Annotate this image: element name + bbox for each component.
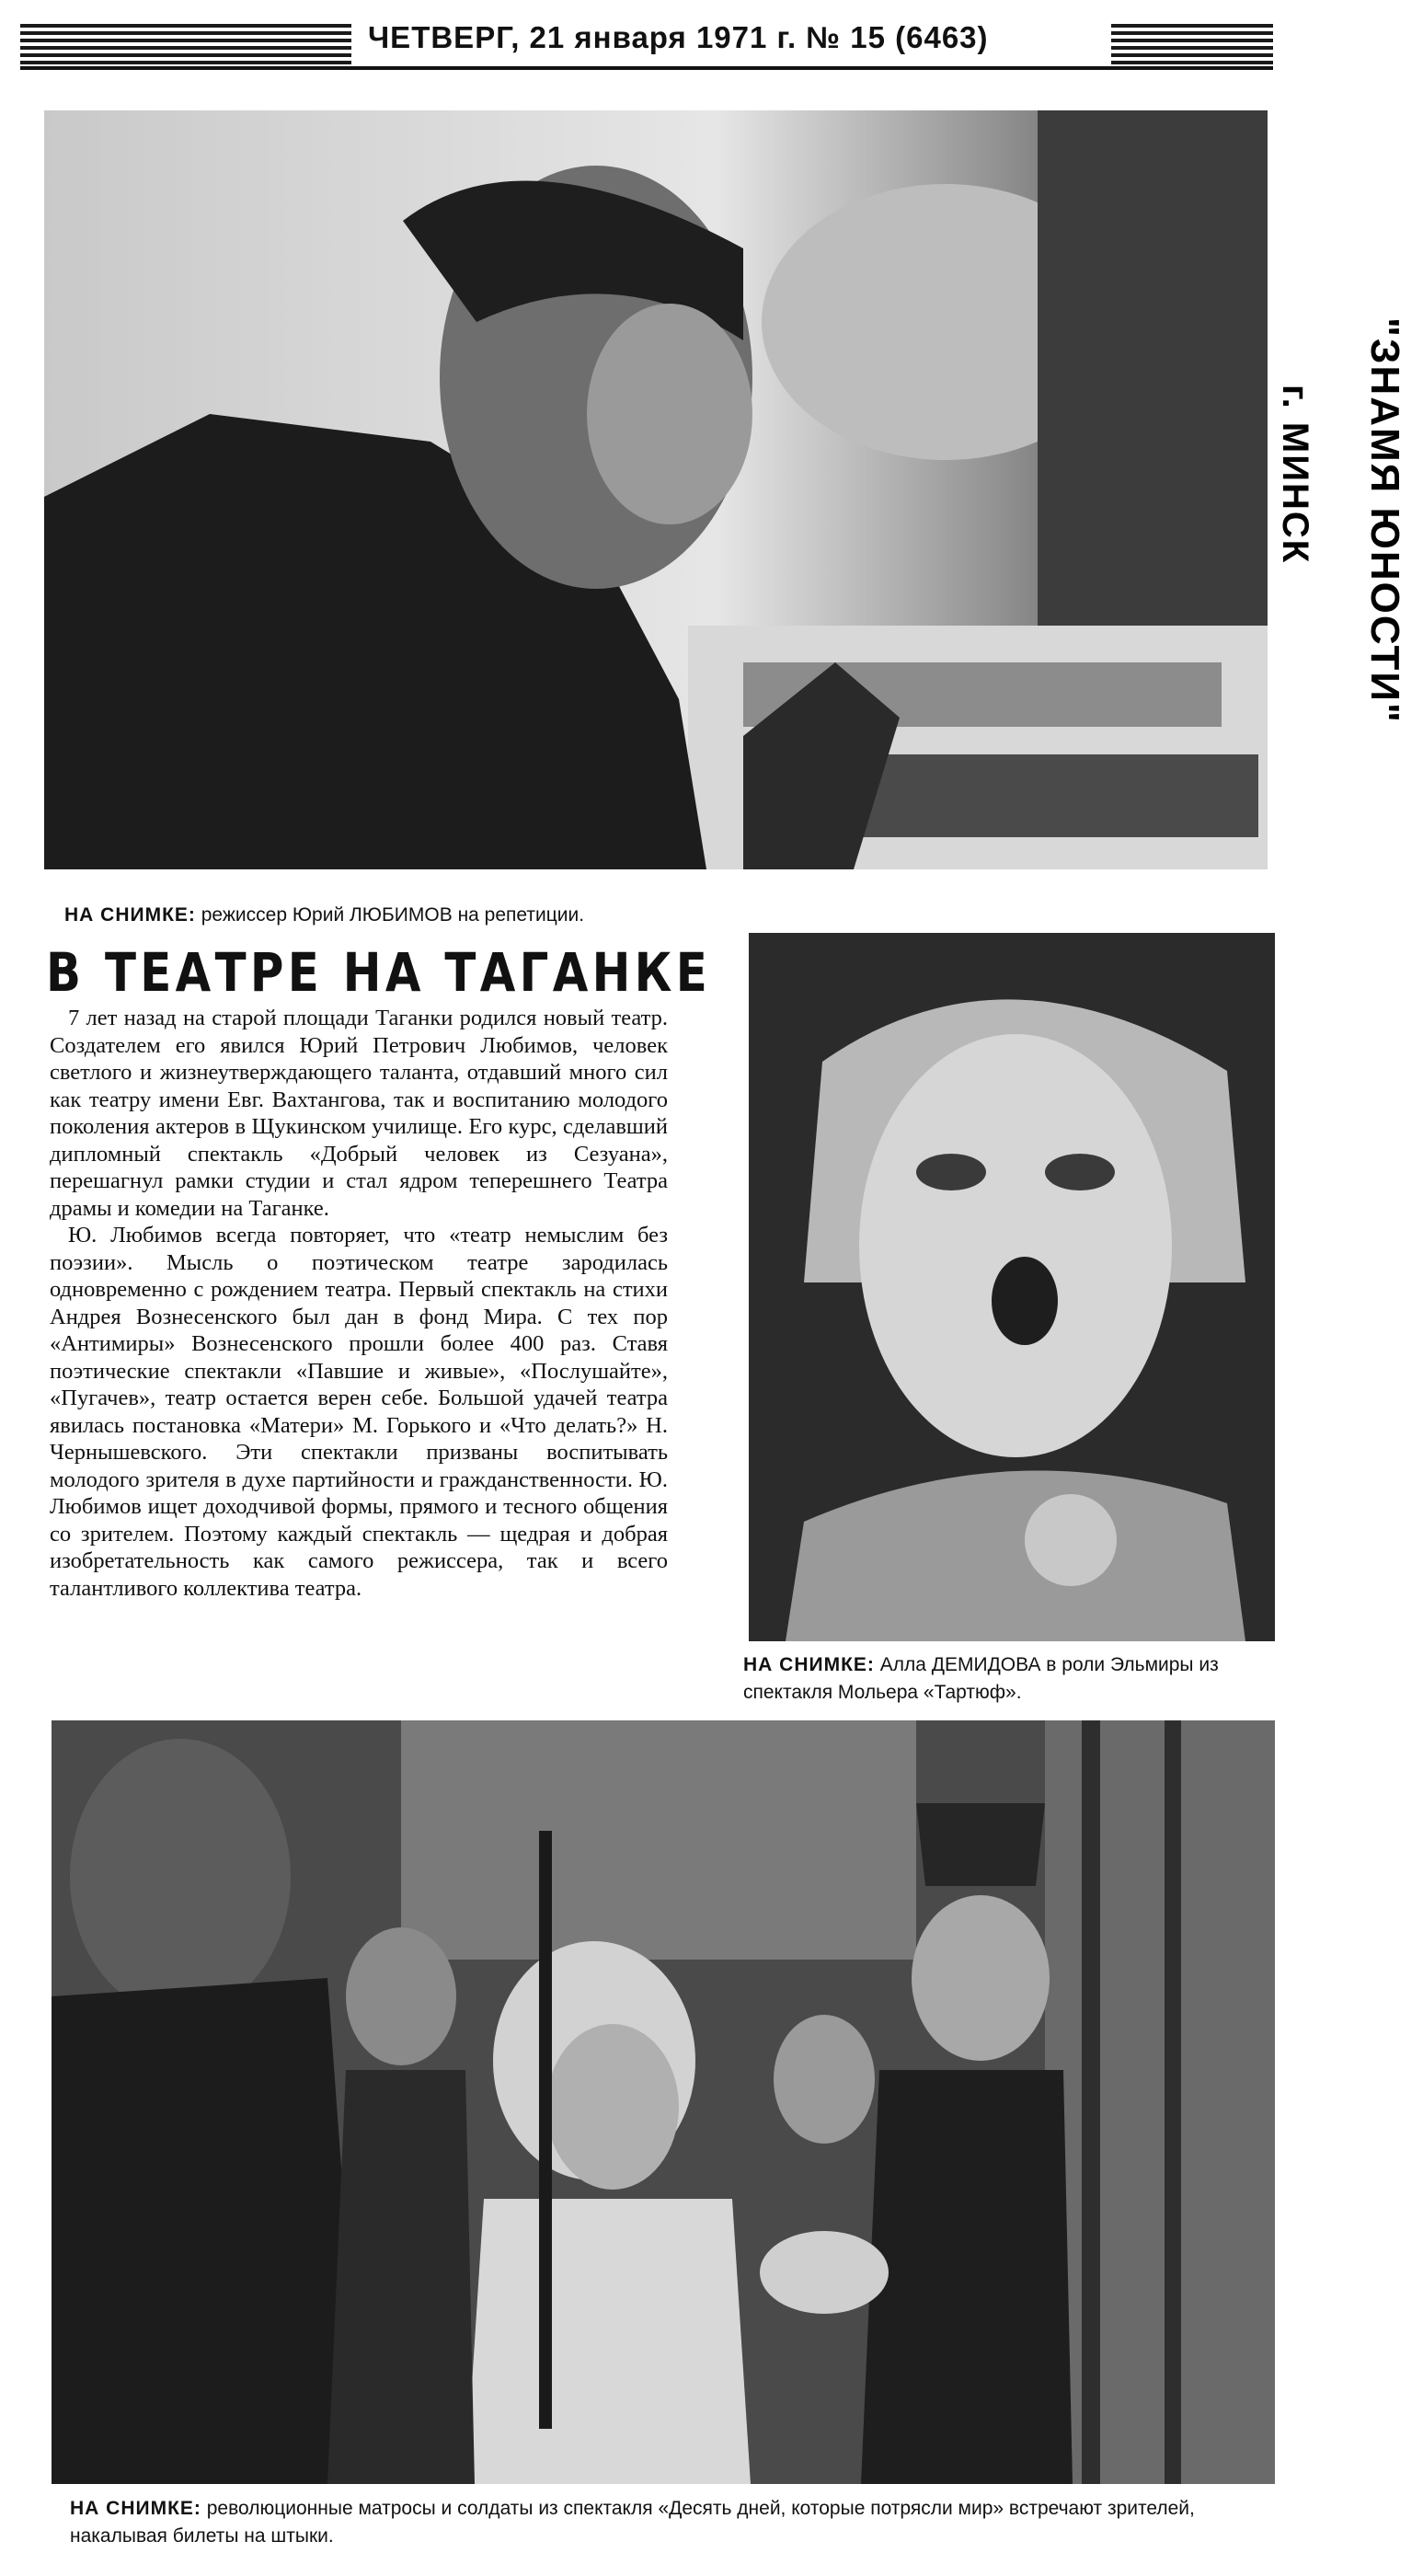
caption-text: Алла ДЕМИДОВА в роли Эльмиры из спектакля Мольера «Тартюф». <box>743 1654 1219 1703</box>
masthead-divider <box>20 66 1273 70</box>
actress-photo <box>749 933 1275 1641</box>
stamp-city: г. МИНСК <box>1275 385 1315 565</box>
article-body <box>50 1005 668 1602</box>
caption-lead: НА СНИМКЕ: <box>64 904 196 926</box>
masthead-rule-left <box>20 24 351 64</box>
caption-lead: НА СНИМКЕ: <box>743 1654 875 1675</box>
masthead-date-line: ЧЕТВЕРГ, 21 января 1971 г. № 15 (6463) <box>368 20 989 54</box>
actress-photo-caption <box>743 1651 1286 1707</box>
director-photo <box>44 110 1268 869</box>
scene-photo-caption <box>70 2495 1293 2550</box>
scene-photo <box>52 1720 1275 2484</box>
caption-text: режиссер Юрий ЛЮБИМОВ на репетиции. <box>195 904 585 926</box>
director-photo-caption <box>64 902 892 929</box>
masthead-rule-right <box>1111 24 1273 64</box>
article-paragraph: Ю. Любимов всегда повторяет, что «театр немыслим без поэзии». Мысль о поэтическом театре зародилась одновременно с рождением театра. Первый спектакль на стихи Андрея Вознесенского был дан в фонд Мира. С тех пор «Антимиры» Вознесенского прошли более 400 раз. Ставя поэтические спектакли «Павшие и живые», «Послушайте», «Пугачев», театр остается верен себе. Большой удачей театра явилась постановка «Матери» М. Горького и «Что делать?» Н. Чернышевского. Эти спектакли призваны воспитывать молодого зрителя в духе партийности и гражданственности. Ю. Любимов ищет доходчивой формы, прямого и тесного общения со зрителем. Поэтому каждый спектакль — щедрая и добрая изобретательность как самого режиссера, так и всего талантливого коллектива театра. <box>50 1223 668 1601</box>
article-headline: В ТЕАТРЕ НА ТАГАНКЕ <box>46 941 712 1004</box>
article-paragraph: 7 лет назад на старой площади Таганки родился новый театр. Создателем его явился Юрий Петрович Любимов, человек светлого и жизнеутверждающего таланта, отдавший много сил как театру имени Евг. Вахтангова, так и воспитанию молодого поколения актеров в Щукинском училище. Его курс, сделавший дипломный спектакль «Добрый человек из Сезуана», перешагнул рамки студии и стал ядром теперешнего Театра драмы и комедии на Таганке. <box>50 1006 668 1221</box>
caption-text: революционные матросы и солдаты из спектакля «Десять дней, которые потрясли мир» встречают зрителей, накалывая билеты на штыки. <box>70 2498 1195 2547</box>
caption-lead: НА СНИМКЕ: <box>70 2498 201 2519</box>
stamp-newspaper-title: "ЗНАМЯ ЮНОСТИ" <box>1362 317 1407 724</box>
